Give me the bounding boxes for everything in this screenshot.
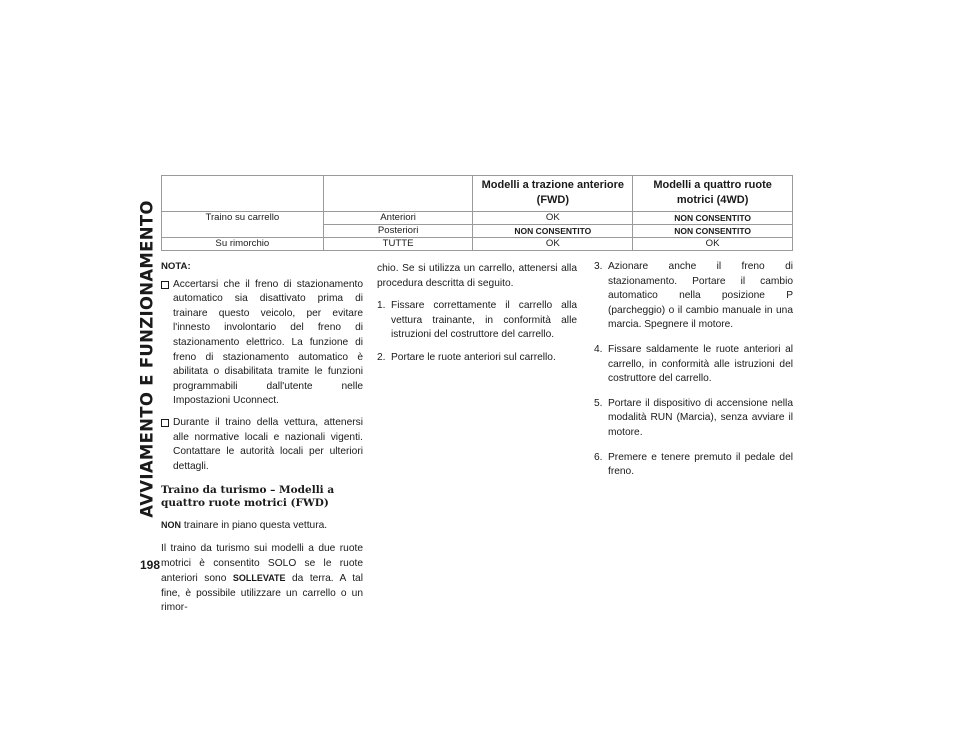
table-header-fwd: Modelli a trazione anteriore (FWD) [473, 176, 633, 212]
step-number: 2. [377, 351, 386, 363]
table-cell-4wd: OK [633, 238, 793, 251]
table-cell-wheels: Posteriori [323, 225, 473, 238]
section-tab-label: AVVIAMENTO E FUNZIONAMENTO [137, 200, 157, 518]
table-header-row [162, 176, 793, 212]
text-column-1 [161, 260, 363, 624]
procedure-step [377, 351, 577, 366]
emphasis-text: NON [161, 520, 181, 531]
emphasis-text: SOLLEVATE [232, 573, 286, 584]
table-header-empty [323, 176, 473, 212]
step-number: 5. [594, 397, 603, 409]
procedure-step [377, 299, 577, 343]
step-text: Portare il dispositivo di accensione nella modalità RUN (Marcia), senza avviare il motore. [608, 397, 793, 438]
step-text: Fissare saldamente le ruote anteriori al carrello, in conformità alle istruzioni del costruttore del carrello. [608, 343, 793, 385]
table-cell-wheels: TUTTE [323, 238, 473, 251]
table-cell-fwd: NON CONSENTITO [473, 225, 633, 238]
text-column-2 [377, 262, 577, 374]
table-row [162, 238, 793, 251]
step-number: 6. [594, 451, 603, 463]
paragraph-text: da terra. A tal fine, è possibile utilizzare un carrello o un rimor- [161, 573, 363, 614]
table-cell-fwd: OK [473, 238, 633, 251]
checkbox-bullet-icon [161, 419, 169, 427]
step-number: 1. [377, 300, 386, 312]
note-bullet-text: Durante il traino della vettura, attenersi alle normative locali e nazionali vigenti. Contattare le autorità locali per ulteriori dettagli. [173, 416, 363, 472]
checkbox-bullet-icon [161, 281, 169, 289]
step-text: Fissare correttamente il carrello alla vettura trainante, in conformità alle istruzioni del costruttore del carrello. [391, 300, 577, 341]
step-number: 4. [594, 343, 603, 355]
table-cell-4wd: NON CONSENTITO [633, 212, 793, 225]
procedure-step [594, 343, 793, 387]
paragraph-text: Il traino da turismo sui modelli a due ruote motrici è consentito SOLO se le ruote anteriori sono [161, 542, 363, 585]
table-cell-mode: Traino su carrello [162, 212, 324, 238]
table-header-empty [162, 176, 324, 212]
table-row [162, 212, 793, 225]
paragraph-text: trainare in piano questa vettura. [181, 520, 328, 532]
section-heading: Traino da turismo – Modelli a quattro ruote motrici (FWD) [161, 484, 335, 510]
procedure-step [594, 260, 793, 333]
step-text: Premere e tenere premuto il pedale del freno. [608, 451, 793, 478]
section-tab [138, 168, 158, 550]
towing-table [161, 175, 793, 251]
paragraph: chio. Se si utilizza un carrello, attenersi alla procedura descritta di seguito. [377, 263, 577, 289]
step-text: Portare le ruote anteriori sul carrello. [391, 351, 556, 363]
table-header-4wd: Modelli a quattro ruote motrici (4WD) [633, 176, 793, 212]
procedure-step [594, 451, 793, 480]
table-cell-fwd: OK [473, 212, 633, 225]
note-label: NOTA: [161, 261, 191, 272]
table-cell-mode: Su rimorchio [162, 238, 324, 251]
note-bullet [161, 416, 363, 474]
paragraph [161, 542, 363, 616]
table-cell-wheels: Anteriori [323, 212, 473, 225]
note-bullet-text: Accertarsi che il freno di stazionamento automatico sia disattivato prima di trainare questo veicolo, per evitare l'innesto involontario del freno di stazionamento elettrico. La funzione di freno di stazionamento automatico è abilitata o disabilitata tramite le funzioni programmabili dall'utente nelle Impostazioni Uconnect. [173, 278, 363, 407]
table-cell-4wd: NON CONSENTITO [633, 225, 793, 238]
step-number: 3. [594, 261, 603, 272]
text-column-3 [594, 260, 793, 490]
page-number: 198 [140, 558, 161, 572]
paragraph [161, 518, 363, 534]
note-bullet [161, 278, 363, 409]
step-text: Azionare anche il freno di stazionamento. Portare il cambio automatico nella posizione P (parcheggio) o il cambio manuale in una marcia. Spegnere il motore. [608, 261, 793, 331]
procedure-step [594, 397, 793, 441]
